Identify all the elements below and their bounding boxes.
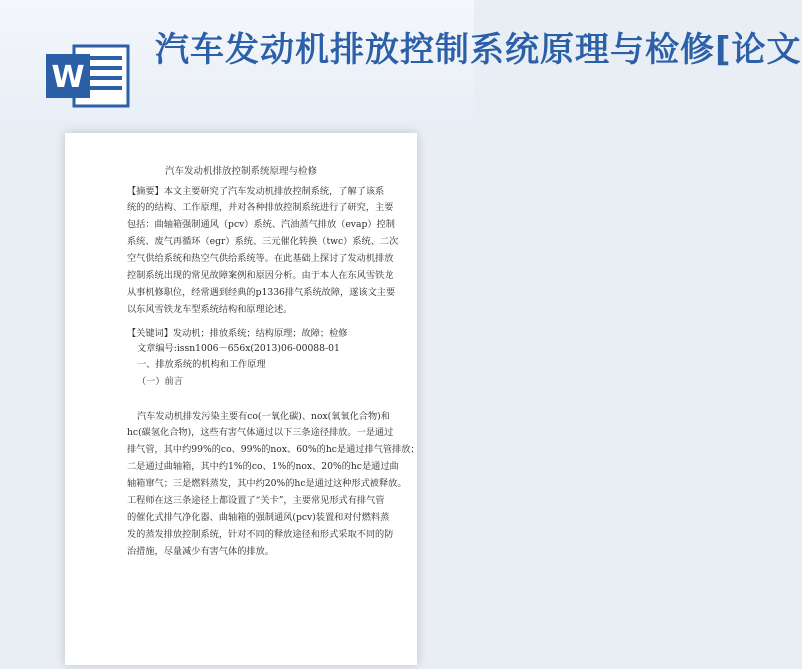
document-page	[65, 133, 420, 665]
body-line: 工程师在这三条途径上都设置了“关卡”，主要常见形式有排气管	[127, 495, 385, 506]
body-line: 一、排放系统的机构和工作原理	[137, 359, 266, 370]
body-line: 【关键词】发动机；排放系统；结构原理；故障；检修	[127, 328, 348, 339]
svg-text:W: W	[51, 60, 85, 95]
body-line: 的催化式排气净化器、曲轴箱的强制通风(pcv)装置和对付燃料蒸	[127, 512, 390, 523]
body-line: 以东风雪铁龙车型系统结构和原理论述。	[127, 304, 293, 315]
watermark-strip	[0, 630, 474, 669]
banner-title: 汽车发动机排放控制系统原理与检修[论文	[155, 30, 802, 70]
body-line: 文章编号:issn1006－656x(2013)06-00088-01	[137, 343, 340, 354]
body-line: 从事机修职位，经常遇到经典的p1336排气系统故障，遂该文主要	[127, 287, 396, 298]
body-line: 控制系统出现的常见故障案例和原因分析。由于本人在东风雪铁龙	[127, 270, 394, 281]
body-line: 二是通过曲轴箱，其中约1%的co、1%的nox、20%的hc是通过曲	[127, 461, 399, 472]
body-line: 空气供给系统和热空气供给系统等。在此基础上探讨了发动机排放	[127, 253, 394, 264]
body-line: 排气管，其中约99%的co、99%的nox、60%的hc是通过排气管排放；	[127, 444, 420, 455]
title-banner	[0, 0, 802, 130]
body-line: 轴箱窜气；三是燃料蒸发，其中约20%的hc是通过这种形式被释放。	[127, 478, 407, 489]
body-line: 治措施，尽量减少有害气体的排放。	[127, 546, 274, 557]
body-line: 系统、废气再循环（egr）系统、三元催化转换（twc）系统、二次	[127, 236, 399, 247]
body-line: （一）前言	[137, 376, 183, 387]
body-line: 汽车发动机排发污染主要有co(一氧化碳)、nox(氧氧化合物)和	[137, 411, 390, 422]
body-line: 发的蒸发排放控制系统，针对不同的释放途径和形式采取不同的防	[127, 529, 394, 540]
body-line: hc(碳氢化合物)，这些有害气体通过以下三条途径排放。一是通过	[127, 427, 394, 438]
word-document-icon	[44, 42, 132, 110]
body-line: 统的的结构、工作原理，并对各种排放控制系统进行了研究，主要	[127, 202, 394, 213]
document-title: 汽车发动机排放控制系统原理与检修	[164, 166, 317, 177]
body-line: 包括：曲轴箱强制通风（pcv）系统、汽油蒸气排放（evap）控制	[127, 219, 395, 230]
body-line: 【摘要】本文主要研究了汽车发动机排放控制系统，了解了该系	[127, 186, 385, 197]
